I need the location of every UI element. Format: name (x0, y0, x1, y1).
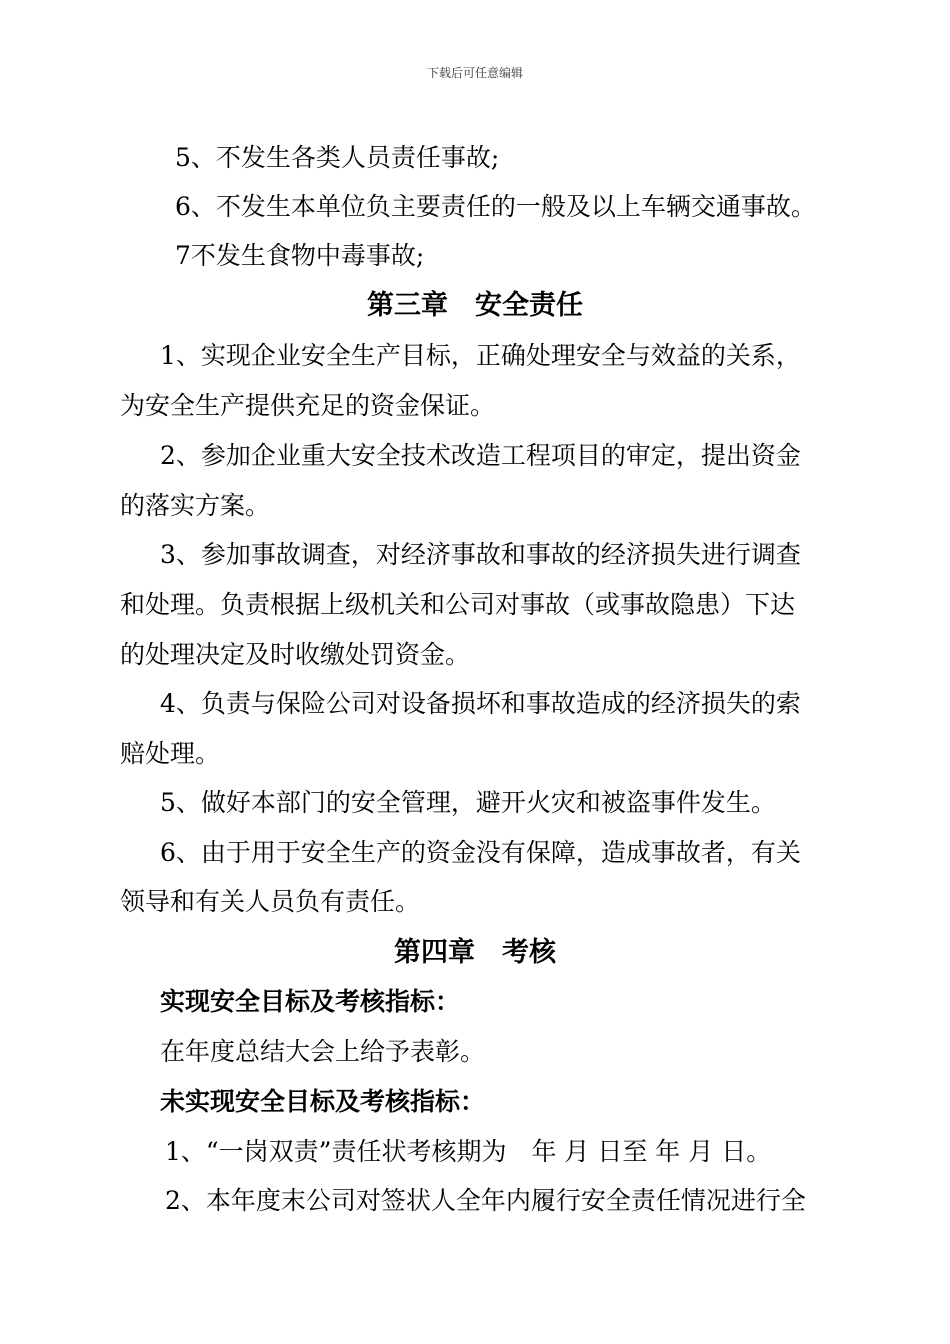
ch3-line-1: 1、实现企业安全生产目标，正确处理安全与效益的关系， (160, 341, 801, 370)
ch3-line-8: 4、负责与保险公司对设备损坏和事故造成的经济损失的索 (160, 689, 801, 718)
chapter3-title: 第三章 安全责任 (367, 290, 583, 321)
top-item-5: 5、不发生各类人员责任事故; (175, 143, 500, 172)
ch3-line-6: 和处理。负责根据上级机关和公司对事故（或事故隐患）下达 (120, 590, 796, 619)
ch3-line-11: 6、由于用于安全生产的资金没有保障，造成事故者，有关 (160, 838, 801, 867)
ch3-line-7: 的处理决定及时收缴处罚资金。 (120, 640, 471, 669)
top-item-7: 7不发生食物中毒事故; (175, 241, 425, 270)
top-item-6: 6、不发生本单位负主要责任的一般及以上车辆交通事故。 (175, 192, 816, 221)
achieved-heading: 实现安全目标及考核指标： (160, 987, 461, 1016)
chapter4-title: 第四章 考核 (394, 937, 556, 968)
page-header: 下载后可任意编辑 (426, 66, 523, 80)
ch3-line-12: 领导和有关人员负有责任。 (120, 887, 421, 916)
ch4-item-1: 1、“一岗双责”责任状考核期为 年 月 日至 年 月 日。 (165, 1137, 772, 1166)
ch3-line-9: 赔处理。 (120, 739, 221, 768)
ch4-item-2: 2、本年度末公司对签状人全年内履行安全责任情况进行全 (165, 1186, 806, 1215)
ch3-line-2: 为安全生产提供充足的资金保证。 (120, 391, 496, 420)
ch3-line-10: 5、做好本部门的安全管理，避开火灾和被盗事件发生。 (160, 788, 776, 817)
ch3-line-4: 的落实方案。 (120, 491, 271, 520)
achieved-text: 在年度总结大会上给予表彰。 (160, 1037, 486, 1066)
not-achieved-heading: 未实现安全目标及考核指标： (160, 1087, 486, 1116)
ch3-line-5: 3、参加事故调查，对经济事故和事故的经济损失进行调查 (160, 540, 801, 569)
ch3-line-3: 2、参加企业重大安全技术改造工程项目的审定，提出资金 (160, 441, 801, 470)
